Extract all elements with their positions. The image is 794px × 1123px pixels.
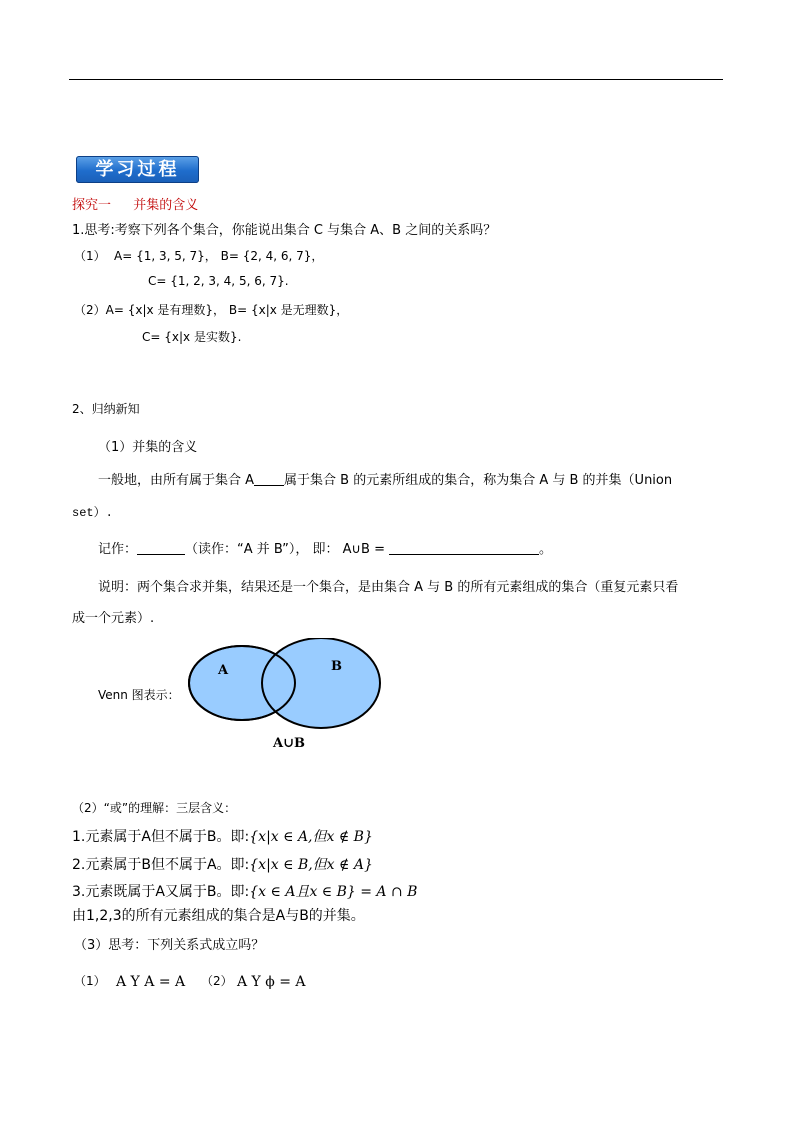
explain-line1: 说明：两个集合求并集，结果还是一个集合，是由集合 A 与 B 的所有元素组成的集合（重复元素只看: [98, 580, 679, 595]
q1-case2-line2: C= {x|x 是实数}.: [142, 330, 242, 344]
q1-case2-line1: （2）A= {x|x 是有理数}， B= {x|x 是无理数}，: [74, 303, 349, 317]
definition-part-b: 属于集合 B 的元素所组成的集合，称为集合 A 与 B 的并集（Union: [284, 473, 673, 488]
think-item2-label: （2）: [201, 974, 233, 988]
definition-part-a: 一般地，由所有属于集合 A: [98, 473, 255, 488]
think-item1-expr: A Y A = A: [116, 974, 186, 990]
venn-caption: A∪B: [273, 736, 305, 751]
union-blank: [389, 542, 539, 555]
definition-blank: [254, 473, 284, 486]
explore-title-a: 探究一: [72, 198, 112, 213]
or-line2-math: {x|x ∈ B,但x ∉ A}: [249, 857, 373, 873]
header-rule: [69, 79, 723, 80]
or-line1: [72, 826, 373, 846]
notation-label: 记作：: [98, 542, 138, 557]
definition-line2: set）.: [72, 506, 113, 520]
venn-label-a: A: [218, 663, 229, 678]
think-item2-expr: A Y ϕ = A: [237, 974, 306, 990]
or-line2-text: 2.元素属于B但不属于A。即:: [72, 857, 250, 873]
or-line1-text: 1.元素属于A但不属于B。即:: [72, 829, 250, 845]
definition-line1: [98, 469, 672, 488]
section-badge: 学习过程: [76, 156, 199, 183]
or-line3-text: 3.元素既属于A又属于B。即:: [72, 884, 250, 900]
or-line4: 由1,2,3的所有元素组成的集合是A与B的并集。: [72, 908, 365, 924]
or-line3-math: {x ∈ A且x ∈ B} = A ∩ B: [249, 884, 418, 900]
or-line2: [72, 854, 373, 874]
induct-subtitle: （1）并集的含义: [98, 440, 198, 455]
think-title: （3）思考：下列关系式成立吗？: [74, 938, 265, 953]
venn-label: Venn 图表示：: [98, 688, 180, 702]
explore-heading: [72, 194, 198, 213]
explain-line2: 成一个元素）.: [72, 611, 155, 626]
or-line3: [72, 881, 417, 901]
q1-case1-label: （1）: [74, 249, 106, 263]
induct-title: 2、归纳新知: [72, 402, 140, 416]
or-title: （2）“或”的理解：三层含义：: [72, 801, 237, 815]
venn-set-b: [262, 638, 380, 728]
think-item1-label: （1）: [74, 974, 106, 988]
q1-stem: 1.思考:考察下列各个集合，你能说出集合 C 与集合 A、B 之间的关系吗？: [72, 223, 497, 238]
notation-end: 。: [538, 542, 552, 557]
q1-case1-line2: C= {1, 2, 3, 4, 5, 6, 7}.: [148, 274, 289, 288]
notation-line: [98, 538, 552, 557]
explore-title-b: 并集的含义: [133, 198, 199, 213]
q1-case1-line1: A= {1, 3, 5, 7}， B= {2, 4, 6, 7}，: [114, 249, 324, 263]
or-line1-math: {x|x ∈ A,但x ∉ B}: [249, 829, 373, 845]
venn-label-b: B: [331, 659, 342, 674]
notation-reading: （读作：“A 并 B”）， 即： A∪B =: [185, 542, 385, 557]
venn-diagram: [185, 638, 390, 738]
notation-blank: [137, 542, 185, 555]
